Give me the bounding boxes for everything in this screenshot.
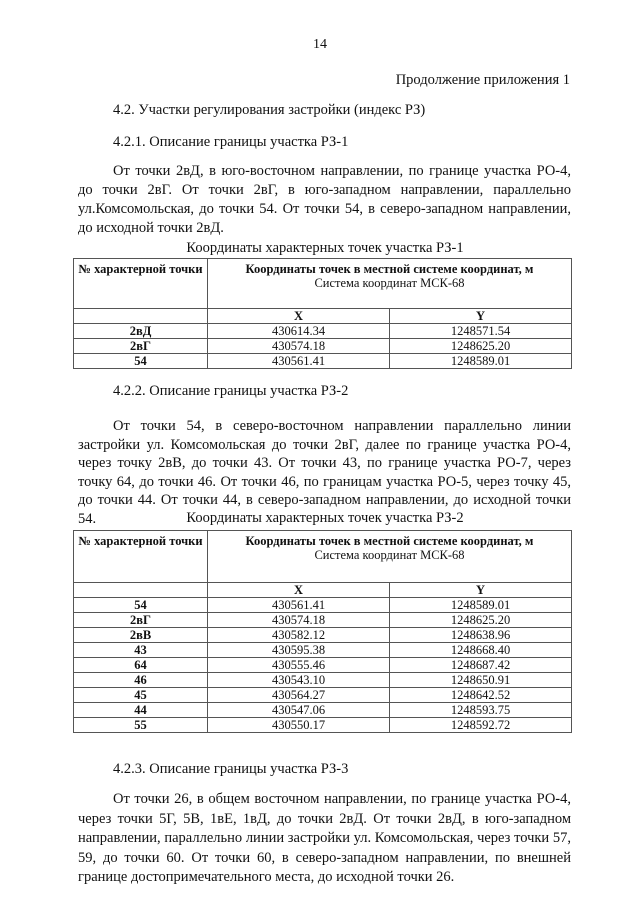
header-y: Y xyxy=(390,309,572,324)
x-cell: 430614.34 xyxy=(208,324,390,339)
y-cell: 1248668.40 xyxy=(390,643,572,658)
table-row xyxy=(74,703,572,718)
table-row xyxy=(74,673,572,688)
point-cell: 46 xyxy=(74,673,208,688)
point-cell: 2вВ xyxy=(74,628,208,643)
y-cell: 1248589.01 xyxy=(390,598,572,613)
y-cell: 1248593.75 xyxy=(390,703,572,718)
y-cell: 1248571.54 xyxy=(390,324,572,339)
table-row xyxy=(74,688,572,703)
table-row xyxy=(74,643,572,658)
table-caption-1: Координаты характерных точек участка РЗ-1 xyxy=(186,240,464,256)
subsection-text-1: От точки 2вД, в юго-восточном направлении, по границе участка РО-4, до точки 2вГ. От точки 2вГ, в юго-западном направлении, параллельно ул.Комсомольская, до точки 54. От точки 54, в северо-западном направлении, до исходной точки 2вД. xyxy=(78,163,571,236)
section-title: 4.2. Участки регулирования застройки (индекс РЗ) xyxy=(113,102,426,118)
subsection-title-1: 4.2.1. Описание границы участка РЗ-1 xyxy=(113,134,349,150)
point-cell: 45 xyxy=(74,688,208,703)
header-point: № характерной точки xyxy=(74,259,208,309)
x-cell: 430574.18 xyxy=(208,339,390,354)
point-cell: 43 xyxy=(74,643,208,658)
subsection-text-3: От точки 26, в общем восточном направлении, по границе участка РО-4, через точки 5Г, 5В, 1вЕ, 1вД, до точки 2вД. От точки 2вД, в юго-западном направлении, параллельно линии застройки ул. Комсомольская, через точки 57, 59, до точки 60. От точки 60, в северо-западном направлении, по внешней границе достопримечательного места, до исходной точки 26. xyxy=(78,791,571,885)
point-cell: 2вД xyxy=(74,324,208,339)
x-cell: 430543.10 xyxy=(208,673,390,688)
table-caption-2: Координаты характерных точек участка РЗ-2 xyxy=(186,510,464,526)
coordinates-table-2 xyxy=(73,530,572,733)
x-cell: 430564.27 xyxy=(208,688,390,703)
y-cell: 1248625.20 xyxy=(390,339,572,354)
table-row xyxy=(74,628,572,643)
table-row xyxy=(74,598,572,613)
subsection-text-2: От точки 54, в северо-восточном направлении параллельно линии застройки ул. Комсомольская до точки 2вГ, далее по границе участка РО-4, через точку 2вВ, до точки 43. От точки 43, по границе участка РО-7, через точку 64, до точки 46. От точки 46, по границам участка РО-5, через точку 45, до точки 44. От точки 44, в северо-западном направлении, до исходной точки 54. xyxy=(78,418,571,527)
y-cell: 1248650.91 xyxy=(390,673,572,688)
header-point: № характерной точки xyxy=(74,531,208,583)
point-cell: 44 xyxy=(74,703,208,718)
page-number: 14 xyxy=(313,37,327,52)
y-cell: 1248687.42 xyxy=(390,658,572,673)
y-cell: 1248625.20 xyxy=(390,613,572,628)
x-cell: 430555.46 xyxy=(208,658,390,673)
table-row xyxy=(74,354,572,369)
y-cell: 1248642.52 xyxy=(390,688,572,703)
subsection-title-2: 4.2.2. Описание границы участка РЗ-2 xyxy=(113,383,349,399)
y-cell: 1248589.01 xyxy=(390,354,572,369)
x-cell: 430547.06 xyxy=(208,703,390,718)
y-cell: 1248592.72 xyxy=(390,718,572,733)
y-cell: 1248638.96 xyxy=(390,628,572,643)
header-x: X xyxy=(208,309,390,324)
table-row xyxy=(74,339,572,354)
point-cell: 2вГ xyxy=(74,339,208,354)
x-cell: 430550.17 xyxy=(208,718,390,733)
x-cell: 430561.41 xyxy=(208,354,390,369)
point-cell: 2вГ xyxy=(74,613,208,628)
coordinates-table-1 xyxy=(73,258,572,369)
subsection-title-3: 4.2.3. Описание границы участка РЗ-3 xyxy=(113,761,349,777)
point-cell: 55 xyxy=(74,718,208,733)
x-cell: 430561.41 xyxy=(208,598,390,613)
point-cell: 54 xyxy=(74,354,208,369)
table-row xyxy=(74,658,572,673)
header-y: Y xyxy=(390,583,572,598)
x-cell: 430574.18 xyxy=(208,613,390,628)
header-coords: Координаты точек в местной системе координат, м Система координат МСК-68 xyxy=(208,259,572,309)
header-coords: Координаты точек в местной системе координат, м Система координат МСК-68 xyxy=(208,531,572,583)
table-row xyxy=(74,613,572,628)
table-row xyxy=(74,324,572,339)
continuation-label: Продолжение приложения 1 xyxy=(395,72,570,88)
table-row xyxy=(74,718,572,733)
point-cell: 64 xyxy=(74,658,208,673)
point-cell: 54 xyxy=(74,598,208,613)
x-cell: 430582.12 xyxy=(208,628,390,643)
header-x: X xyxy=(208,583,390,598)
x-cell: 430595.38 xyxy=(208,643,390,658)
